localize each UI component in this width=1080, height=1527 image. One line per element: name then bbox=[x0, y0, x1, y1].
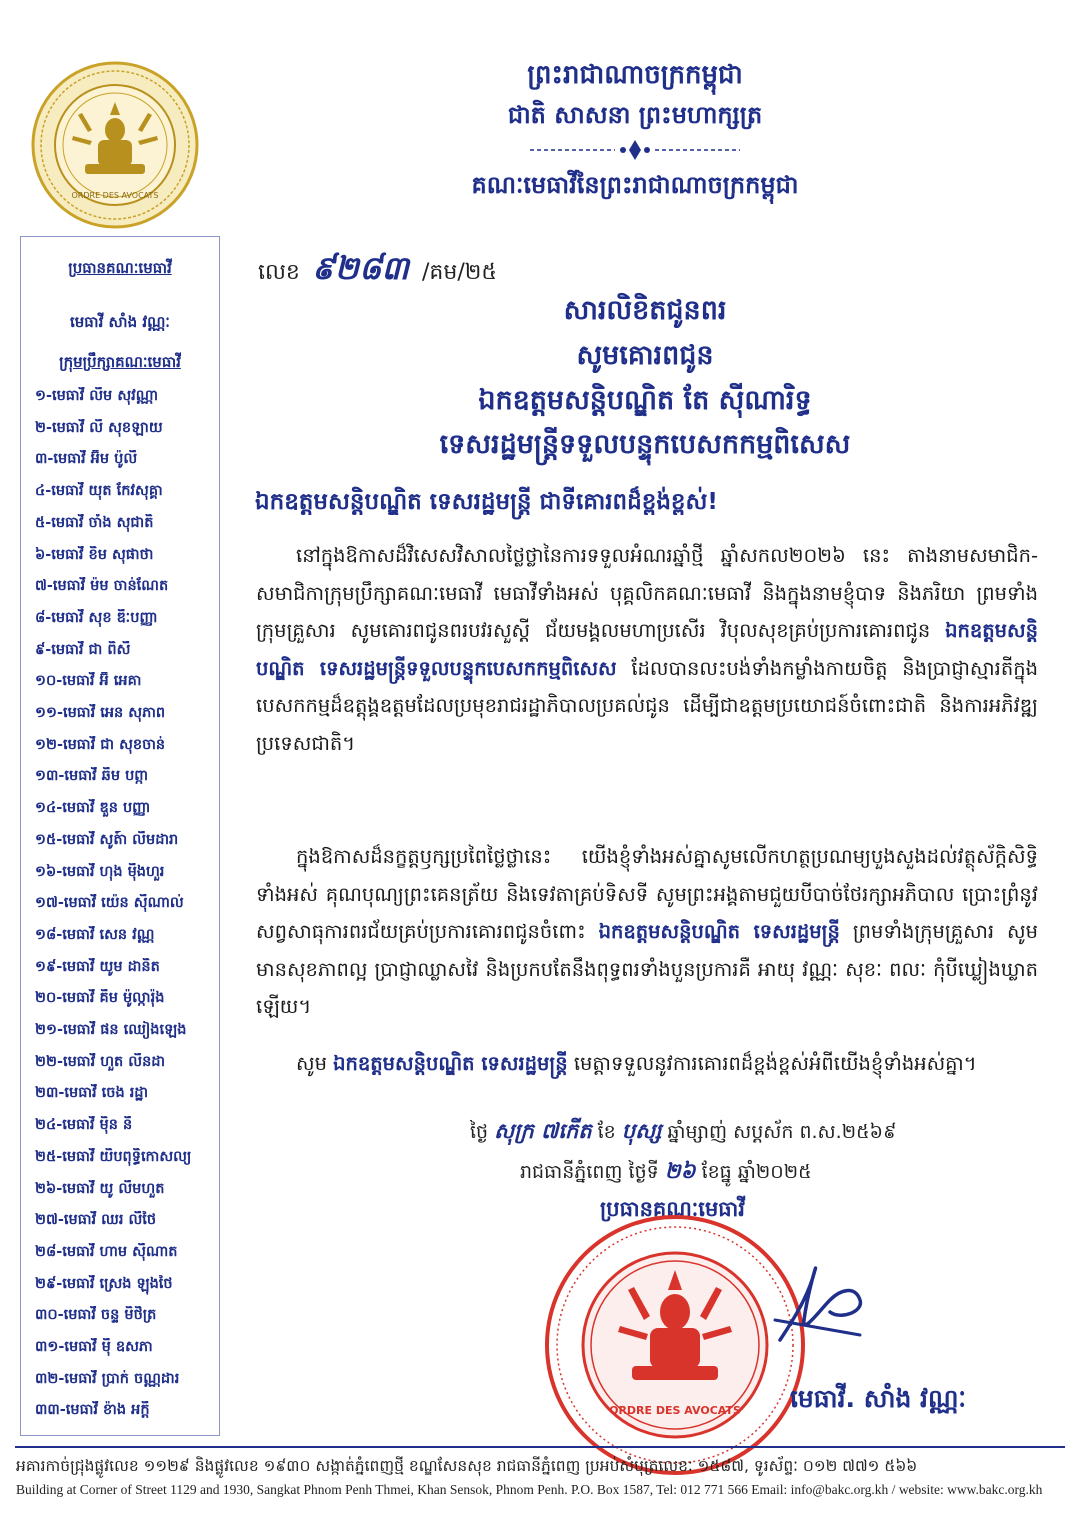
signatory-name: មេធាវី. សាំង វណ្ណៈ bbox=[790, 1384, 967, 1413]
ornament-divider-icon bbox=[520, 138, 750, 162]
kingdom-heading: ព្រះរាជាណាចក្រកម្ពុជា bbox=[527, 60, 743, 90]
place-label: រាជធានីភ្នំពេញ ថ្ងៃទី bbox=[520, 1161, 659, 1183]
p1-text-a: នៅក្នុងឱកាសដ៏វិសេសវិសាលថ្លៃថ្លានៃការទទួលអំណរឆ្នាំថ្មី ឆ្នាំសកល២០២៦ នេះ តាងនាមសមាជិក-សមាជិកាក្រុមប្រឹក្សាគណៈមេធាវី មេធាវីទាំងអស់ បុគ្គលិកគណៈមេធាវី និងក្នុងនាមខ្ញុំបាទ និងភរិយា ព្រមទាំងក្រុមគ្រួសារ សូមគោរពជូនពរបវរសួស្តី ជ័យមង្គលមហាប្រសើរ វិបុលសុខគ្រប់ប្រការគោរពជូន bbox=[256, 544, 1038, 642]
p3-recipient-bold: ឯកឧត្តមសន្តិបណ្ឌិត ទេសរដ្ឋមន្ត្រី bbox=[333, 1052, 568, 1075]
council-member: ២២-មេធាវី ហួត លីនដា bbox=[35, 1053, 166, 1070]
council-member: ១០-មេធាវី អ៊ឹ អេគា bbox=[35, 673, 142, 690]
svg-text:ORDRE DES AVOCATS: ORDRE DES AVOCATS bbox=[71, 191, 159, 200]
council-member: ៣៣-មេធាវី ខ៉ាង អក្តី bbox=[35, 1402, 150, 1419]
council-member: ៧-មេធាវី ម៉ម ចាន់ណែត bbox=[35, 578, 169, 595]
council-member: ២៤-មេធាវី ម៉ិន នី bbox=[35, 1117, 133, 1134]
p2-recipient-bold: ឯកឧត្តមសន្តិបណ្ឌិត ទេសរដ្ឋមន្ត្រី bbox=[598, 920, 840, 943]
addressed-to-line: សូមគោរពជូន bbox=[576, 340, 714, 371]
council-member: ៣១-មេធាវី ម៉ី ឧសភា bbox=[35, 1339, 153, 1355]
solar-date bbox=[520, 1158, 812, 1189]
council-member: ២៧-មេធាវី ឈរ លីថៃ bbox=[35, 1212, 157, 1229]
recipient-position: ទេសរដ្ឋមន្ត្រីទទួលបន្ទុកបេសកកម្មពិសេស bbox=[439, 429, 851, 460]
council-member: ២៩-មេធាវី ស្រេង ឡុងថៃ bbox=[35, 1275, 173, 1292]
council-member: ២៨-មេធាវី ហាម ស៊ីណាត bbox=[35, 1243, 178, 1260]
council-member: ២៥-មេធាវី យិបពុទ្ធិកោសល្យ bbox=[35, 1148, 192, 1165]
council-member: ៩-មេធាវី ជា ពិសី bbox=[35, 641, 131, 658]
council-member: ៤-មេធាវី យុត កែវសុគ្គា bbox=[35, 483, 163, 500]
president-heading: ប្រធានគណៈមេធាវី bbox=[68, 259, 172, 277]
footer-divider bbox=[15, 1446, 1065, 1448]
p2-text-b: ព្រមទាំងក្រុមគ្រួសារ សូមមានសុខភាពល្អ ប្រាជ្ញាឈ្លាសវៃ និងប្រកបតែនឹងពុទ្ធពរទាំងបួនប្រការគឺ អាយុ វណ្ណៈ សុខៈ ពលៈ កុំបីឃ្លៀងឃ្លាតឡើយ។ bbox=[256, 920, 1038, 1018]
council-member: ១៣-មេធាវី ឆឹម បព្កា bbox=[35, 768, 149, 785]
council-member: ១៥-មេធាវី សូត៍ា លីមដារា bbox=[35, 831, 179, 848]
signatory-title: ប្រធានគណៈមេធាវី bbox=[600, 1197, 745, 1221]
p3-text-b: មេត្តាទទួលនូវការគោរពដ៏ខ្ពង់ខ្ពស់អំពីយើងខ្ញុំទាំងអស់គ្នា។ bbox=[573, 1052, 977, 1075]
p1-recipient-bold: ឯកឧត្តមសន្តិបណ្ឌិត ទេសរដ្ឋមន្ត្រីទទួលបន្ទុកបេសកកម្មពិសេស bbox=[256, 619, 1039, 680]
footer-address-khmer: អគារកាច់ជ្រុងផ្លូវលេខ ១១២៩ និងផ្លូវលេខ ១៩៣០ សង្កាត់ភ្នំពេញថ្មី ខណ្ឌសែនសុខ រាជធានីភ្នំពេញ ប្រអប់សំបុត្រលេខៈ ១៥៨៧, ទូរស័ព្ទៈ ០១២ ៧៧១ ៥៦៦ bbox=[16, 1457, 918, 1475]
body-paragraph-3 bbox=[256, 1045, 1038, 1083]
svg-text:ORDRE DES AVOCATS: ORDRE DES AVOCATS bbox=[609, 1404, 741, 1417]
lunar-month-label: ខែ bbox=[597, 1121, 616, 1143]
p1-text-b: ដែលបានលះបង់ទាំងកម្លាំងកាយចិត្ត និងប្រាជ្ញាស្មារតីក្នុងបេសកកម្មដ៏ឧត្តុង្គឧត្តមដែលប្រមុខរាជរដ្ឋាភិបាលប្រគល់ជូន ដើម្បីជាឧត្តមប្រយោជន៍ចំពោះជាតិ និងការអភិវឌ្ឍប្រទេសជាតិ។ bbox=[256, 656, 1038, 755]
p3-text-a: សូម bbox=[296, 1052, 327, 1075]
lunar-day-label: ថ្ងៃ bbox=[470, 1121, 489, 1143]
body-paragraph-2 bbox=[256, 838, 1038, 1026]
lunar-day: សុក្រ ៧កើត bbox=[494, 1119, 592, 1143]
handwritten-signature-icon bbox=[760, 1250, 880, 1370]
reference-label: លេខ bbox=[258, 260, 300, 285]
solar-month-year: ខែធ្នូ ឆ្នាំ២០២៥ bbox=[701, 1161, 812, 1183]
council-sidebar bbox=[20, 236, 220, 1436]
national-motto: ជាតិ សាសនា ព្រះមហាក្សត្រ bbox=[507, 101, 763, 129]
president-name: មេធាវី សាំង វណ្ណៈ bbox=[70, 313, 170, 331]
council-member: ៦-មេធាវី ខិម សុផាថា bbox=[35, 546, 154, 563]
reference-suffix: /គម/២៥ bbox=[422, 260, 497, 285]
lunar-date bbox=[470, 1118, 896, 1149]
footer-address-english: Building at Corner of Street 1129 and 1930, Sangkat Phnom Penh Thmei, Khan Sensok, Phnom Penh. P.O. Box 1587, Tel: 012 771 566 Email: info@bakc.org.kh / website: www.bakc.org.kh bbox=[16, 1482, 1043, 1497]
solar-day: ២៦ bbox=[664, 1159, 696, 1183]
council-member: ១៧-មេធាវី យ៉េន ស៊ីណាល់ bbox=[35, 895, 184, 912]
recipient-name: ឯកឧត្តមសន្តិបណ្ឌិត តែ ស៊ីណារិទ្ធ bbox=[478, 385, 812, 416]
council-member: ៨-មេធាវី សុខ ឌីៈបញ្ញា bbox=[35, 609, 158, 626]
lunar-year: ឆ្នាំម្សាញ់ សប្តស័ក ព.ស.២៥៦៩ bbox=[667, 1121, 897, 1143]
council-member: ៣០-មេធាវី ចន្ទ មិថិត្រ bbox=[35, 1307, 157, 1324]
bar-association-seal-icon bbox=[30, 60, 200, 230]
p2-text-a: ក្នុងឱកាសដ៏នក្ខត្តឫក្សប្រពៃថ្លៃថ្លានេះ យើងខ្ញុំទាំងអស់គ្នាសូមលើកហត្ថប្រណម្យបួងសួងដល់វត្ថុស័ក្តិសិទ្ធិទាំងអស់ គុណបុណ្យព្រះគេនត្រ័យ និងទេវតាគ្រប់ទិសទី សូមព្រះអង្គតាមជួយបីបាច់ថែរក្សាអភិបាល ប្រោះព្រំនូវសព្វសាធុការពរជ័យគ្រប់ប្រការគោរពជូនចំពោះ bbox=[256, 845, 1038, 943]
body-paragraph-1 bbox=[256, 537, 1038, 762]
council-member: ៣-មេធាវី អ៊ឹម ប៉ូលី bbox=[35, 451, 138, 468]
council-member: ២-មេធាវី លី សុខឡាយ bbox=[35, 419, 163, 436]
council-member: ១៦-មេធាវី ហុង ម៉ីងហួរ bbox=[35, 863, 165, 880]
council-member: ៣២-មេធាវី ប្រាក់ ចណ្ណដារ bbox=[35, 1370, 180, 1387]
reference-number: ៩២៨៣ bbox=[312, 249, 409, 287]
council-member: ១៤-មេធាវី ឌួន បញ្ញា bbox=[35, 800, 151, 817]
council-member: ៥-មេធាវី ចាំង សុជាតិ bbox=[35, 514, 154, 531]
organization-name: គណៈមេធាវីនៃព្រះរាជាណាចក្រកម្ពុជា bbox=[471, 171, 799, 199]
council-member: ២៦-មេធាវី យូ លីមហួត bbox=[35, 1180, 165, 1197]
council-member: ២១-មេធាវី ផន ឈៀងឡេង bbox=[35, 1022, 187, 1038]
council-member: ១៩-មេធាវី យូម ដានិត bbox=[35, 958, 160, 975]
council-member: ១៨-មេធាវី សេន វណ្ណ bbox=[35, 926, 155, 943]
council-member: ១២-មេធាវី ជា សុខចាន់ bbox=[35, 736, 166, 753]
council-member: ២៣-មេធាវី ចេង រដ្ឋា bbox=[35, 1085, 149, 1102]
lunar-month: បុស្ស bbox=[621, 1119, 662, 1143]
council-heading: ក្រុមប្រឹក្សាគណៈមេធាវី bbox=[59, 353, 181, 371]
council-member: ១១-មេធាវី អេន សុភាព bbox=[35, 705, 166, 721]
letter-type-title: សារលិខិតជូនពរ bbox=[563, 295, 727, 326]
council-member: ១-មេធាវី លីម សុវណ្ណា bbox=[35, 388, 159, 404]
council-member: ២០-មេធាវី គឹម ម៉ូល្ការ៉ុង bbox=[35, 990, 165, 1007]
salutation: ឯកឧត្តមសន្តិបណ្ឌិត ទេសរដ្ឋមន្ត្រី ជាទីគោរពដ៏ខ្ពង់ខ្ពស់! bbox=[255, 489, 718, 515]
